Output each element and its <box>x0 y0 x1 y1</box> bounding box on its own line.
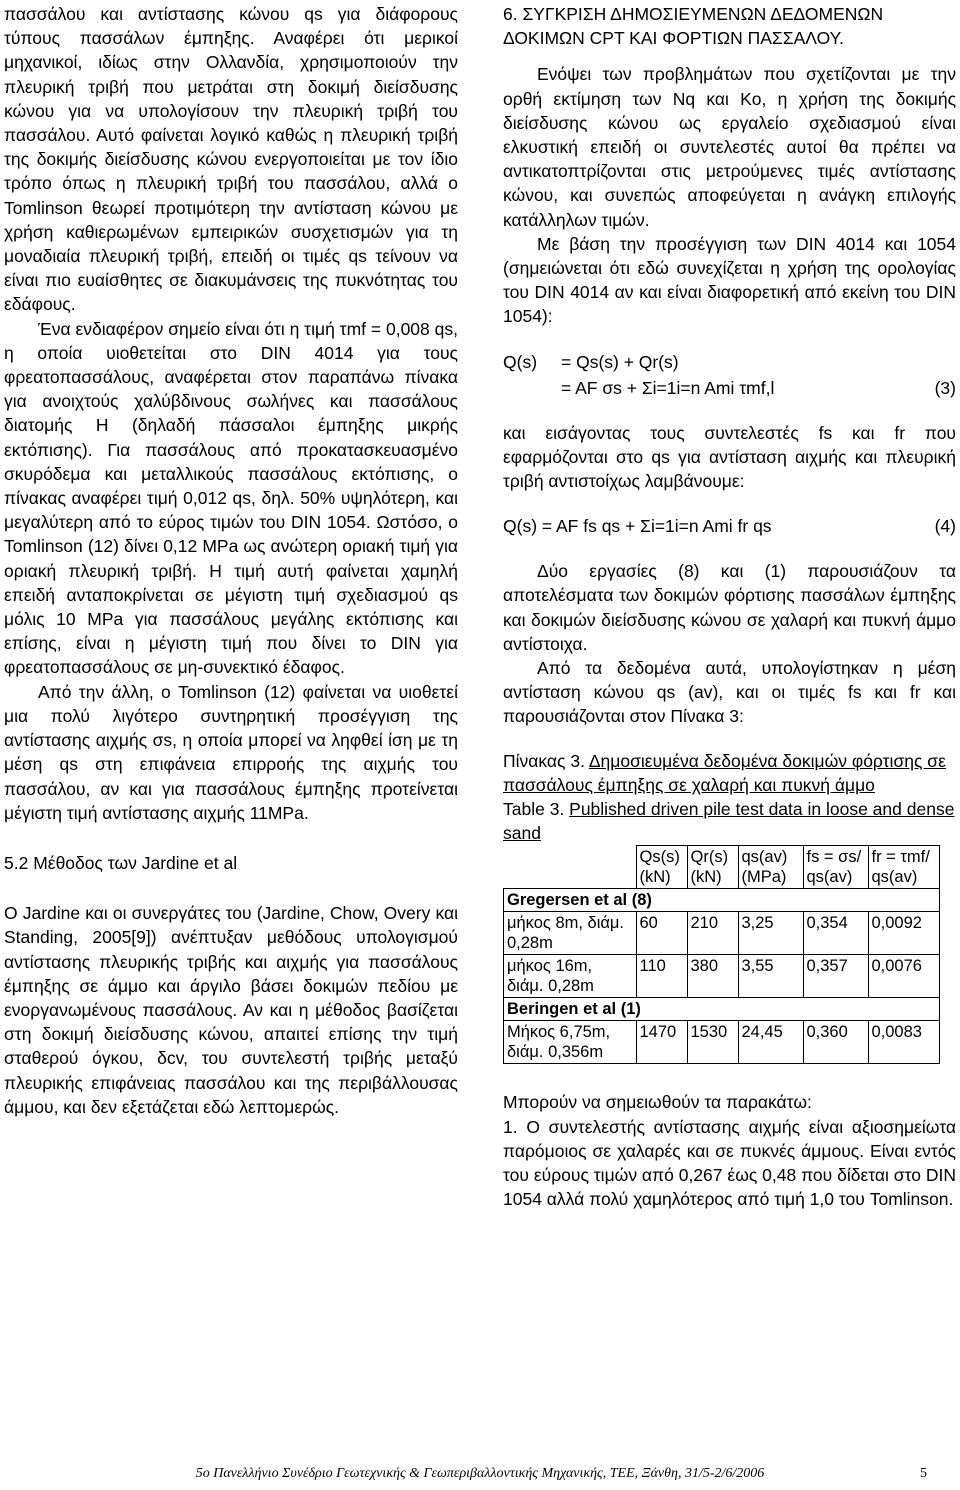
equation-3-number: (3) <box>934 377 956 398</box>
paragraph-din: Με βάση την προσέγγιση των DIN 4014 και 1054 (σημειώνεται ότι εδώ συνεχίζεται η χρήση της ορολογίας του DIN 4014 αν και είναι διαφορετική από εκείνη του DIN 1054): <box>503 233 956 327</box>
table-group-label: Beringen et al (1) <box>504 998 940 1021</box>
table-cell: 0,360 <box>803 1021 868 1064</box>
table-row-label: μήκος 16m, διάμ. 0,28m <box>504 955 637 998</box>
equation-4 <box>503 513 956 539</box>
paragraph-nq-ko: Ενόψει των προβλημάτων που σχετίζονται με την ορθή εκτίμηση των Nq και Ko, η χρήση της δοκιμής διείσδυσης κώνου ως εργαλείο σχεδιασμού είναι ελκυστική επειδή οι συντελεστές αυτοί θα πρέπει να αντικατοπτρίζονται στις μετρούμενες τιμές αντίστασης κώνου, και συνεπώς αποφεύγεται η ανάγκη επιλογής κατάλληλων τιμών. <box>503 64 956 230</box>
paragraph-coefficients: και εισάγοντας τους συντελεστές fs και fr που εφαρμόζονται στο qs για αντίσταση αιχμής και πλευρική τριβή αντιστοίχως λαμβάνουμε: <box>503 422 956 492</box>
equation-4-body: Q(s) = AF fs qs + Σi=1i=n Ami fr qs <box>503 516 772 537</box>
table-caption-english <box>503 797 956 845</box>
paragraph-from-data: Από τα δεδομένα αυτά, υπολογίστηκαν η μέση αντίσταση κώνου qs (av), και οι τιμές fs και fr και παρουσιάζονται στον Πίνακα 3: <box>503 658 956 727</box>
table-row <box>504 1021 940 1064</box>
right-column <box>503 2 956 1212</box>
table-cell: 0,0083 <box>868 1021 939 1064</box>
equation-3-row-2 <box>503 375 956 401</box>
section-heading-jardine: 5.2 Μέθοδος των Jardine et al <box>4 852 238 873</box>
table-header-cell: fs = σs/ qs(av) <box>803 846 868 889</box>
page-footer <box>0 1466 960 1482</box>
table-cell: 24,45 <box>738 1021 803 1064</box>
left-column <box>4 2 458 1119</box>
table-caption-greek <box>503 749 956 797</box>
table-cell: 380 <box>687 955 738 998</box>
table-header-cell: fr = τmf/ qs(av) <box>868 846 939 889</box>
table-header-cell: qs(av) (MPa) <box>738 846 803 889</box>
table-caption-english-prefix: Table 3. <box>503 799 570 820</box>
table-group-row <box>504 998 940 1021</box>
table-row-label: μήκος 8m, διάμ. 0,28m <box>504 912 637 955</box>
table-header-row <box>504 846 940 889</box>
table-header-cell: Qs(s) (kN) <box>636 846 687 889</box>
equation-4-number: (4) <box>934 516 956 537</box>
table-cell: 110 <box>636 955 687 998</box>
page-number: 5 <box>920 1466 927 1481</box>
table-cell: 1470 <box>636 1021 687 1064</box>
table-row <box>504 912 940 955</box>
paragraph-note-1: 1. Ο συντελεστής αντίστασης αιχμής είναι αξιοσημείωτα παρόμοιος σε χαλαρές και σε πυκνές άμμους. Είναι εντός του εύρους τιμών από 0,267 έως 0,48 που δίδεται στο DIN 1054 αλλά πολύ χαμηλότερος από τιμή 1,0 του Tomlinson. <box>503 1116 956 1210</box>
table-cell: 0,0076 <box>868 955 939 998</box>
table-cell: 1530 <box>687 1021 738 1064</box>
table-cell: 0,357 <box>803 955 868 998</box>
table-header-cell: Qr(s) (kN) <box>687 846 738 889</box>
footer-conference: 5ο Πανελλήνιο Συνέδριο Γεωτεχνικής & Γεωπεριβαλλοντικής Μηχανικής, ΤΕΕ, Ξάνθη, 31/5-2/6/2006 <box>195 1466 765 1481</box>
equation-3-lhs: Q(s) <box>503 351 538 372</box>
table-row-label: Μήκος 6,75m, διάμ. 0,356m <box>504 1021 637 1064</box>
table-caption-greek-prefix: Πίνακας 3. <box>503 750 589 771</box>
paragraph-tomlinson-tip: Από την άλλη, ο Tomlinson (12) φαίνεται να υιοθετεί μια πολύ λιγότερο συντηρητική προσέγγιση της αντίστασης αιχμής σs, η οποία μπορεί να ληφθεί ίση με τη μέση qs στη επιφάνεια επιρροής της αιχμής του πασσάλου, αν και για πασσάλους έμπηξης προτείνεται μέγιστη τιμή αντίστασης αιχμής 11MPa. <box>4 681 458 823</box>
paragraph-notes-intro: Μπορούν να σημειωθούν τα παρακάτω: <box>503 1092 812 1113</box>
paragraph-jardine: Ο Jardine και οι συνεργάτες του (Jardine, Chow, Overy και Standing, 2005[9]) ανέπτυξαν μεθόδους υπολογισμού αντίστασης πλευρικής τριβής και αιχμής για πασσάλους έμπηξης σε άμμο και άργιλο βάσει δοκιμών πεδίου με ενοργανωμένους πασσάλους. Αν και η μέθοδος βασίζεται στη δοκιμή διείσδυσης κώνου, απαιτεί επίσης την τιμή σταθερού όγκου, δcv, του συντελεστή τριβής μεταξύ πλευρικής επιφάνειας πασσάλου και της περιβάλλουσας άμμου, και δεν εξετάζεται εδώ λεπτομερώς. <box>4 903 458 1117</box>
table-cell: 60 <box>636 912 687 955</box>
table-group-label: Gregersen et al (8) <box>504 889 940 912</box>
equation-3 <box>503 349 956 375</box>
section-heading-comparison: 6. ΣΥΓΚΡΙΣΗ ΔΗΜΟΣΙΕΥΜΕΝΩΝ ΔΕΔΟΜΕΝΩΝ ΔΟΚΙΜΩΝ CPT ΚΑΙ ΦΟΡΤΙΩΝ ΠΑΣΣΑΛΟΥ. <box>503 4 884 49</box>
table-row <box>504 955 940 998</box>
table-cell: 0,0092 <box>868 912 939 955</box>
paragraph-tau-mf: Ένα ενδιαφέρον σημείο είναι ότι η τιμή τmf = 0,008 qs, η οποία υιοθετείται στο DIN 4014 για τους φρεατοπασσάλους, αναφέρεται στον παραπάνω πίνακα για ανοιχτούς χαλύβδινους σωλήνες και πασσάλους διατομής Η (δηλαδή πάσσαλοι έμπηξης μικρής εκτόπισης). Για πασσάλους από προκατασκευασμένο σκυρόδεμα και μεταλλικούς πασσάλους εκτόπισης, ο πίνακας αναφέρει τιμή 0,012 qs, δηλ. 50% υψηλότερη, και μεγαλύτερη από το εύρος τιμών του DIN 1054. Ωστόσο, ο Tomlinson (12) δίνει 0,12 MPa ως ανώτερη οριακή τιμή για οριακή πλευρική τριβή. Η τιμή αυτή φαίνεται χαμηλή επειδή ανταποκρίνεται σε μέγιστη τιμή σχεδιασμού qs μόλις 10 MPa για πασσάλους μεγάλης εκτόπισης και επίσης, είναι η μέγιστη τιμή που δίνει το DIN για φρεατοπασσάλους σε μη-συνεκτικό έδαφος. <box>4 318 458 678</box>
table-cell: 0,354 <box>803 912 868 955</box>
table-cell: 210 <box>687 912 738 955</box>
table-caption-greek-title: Δημοσιευμένα δεδομένα δοκιμών φόρτισης σε πασσάλους έμπηξης σε χαλαρή και πυκνή άμμο <box>503 750 946 795</box>
equation-3-line-1: = Qs(s) + Qr(s) <box>561 351 679 372</box>
equation-3-line-2: = AF σs + Σi=1i=n Ami τmf,l <box>561 377 775 398</box>
pile-test-table <box>503 845 940 1064</box>
table-group-row <box>504 889 940 912</box>
paragraph-two-papers: Δύο εργασίες (8) και (1) παρουσιάζουν τα αποτελέσματα των δοκιμών φόρτισης πασσάλων έμπηξης και δοκιμών διείσδυσης κώνου σε χαλαρή και πυκνή άμμο αντίστοιχα. <box>503 561 956 654</box>
table-caption-english-title: Published driven pile test data in loose and dense sand <box>503 799 955 844</box>
table-cell: 3,25 <box>738 912 803 955</box>
paragraph-continued: πασσάλου και αντίστασης κώνου qs για διάφορους τύπους πασσάλων έμπηξης. Αναφέρει ότι μερικοί μηχανικοί, ιδίως στην Ολλανδία, χρησιμοποιούν την πλευρική τριβή που μετράται στη δοκιμή διείσδυσης κώνου για να υπολογίσουν την πλευρική τριβή του πασσάλου. Αυτό φαίνεται λογικό καθώς η πλευρική τριβή της δοκιμής διείσδυσης κώνου ενεργοποιείται με τον ίδιο τρόπο όπως η πλευρική τριβή του πασσάλου, αλλά ο Tomlinson θεωρεί προτιμότερη την αντίσταση κώνου με χρήση καθιερωμένων εμπειρικών συσχετισμών για τη μοναδιαία πλευρική τριβή, επειδή οι τιμές qs τείνουν να είναι πιο ευαίσθητες σε διακυμάνσεις της πυκνότητας του εδάφους. <box>4 4 458 315</box>
table-cell: 3,55 <box>738 955 803 998</box>
